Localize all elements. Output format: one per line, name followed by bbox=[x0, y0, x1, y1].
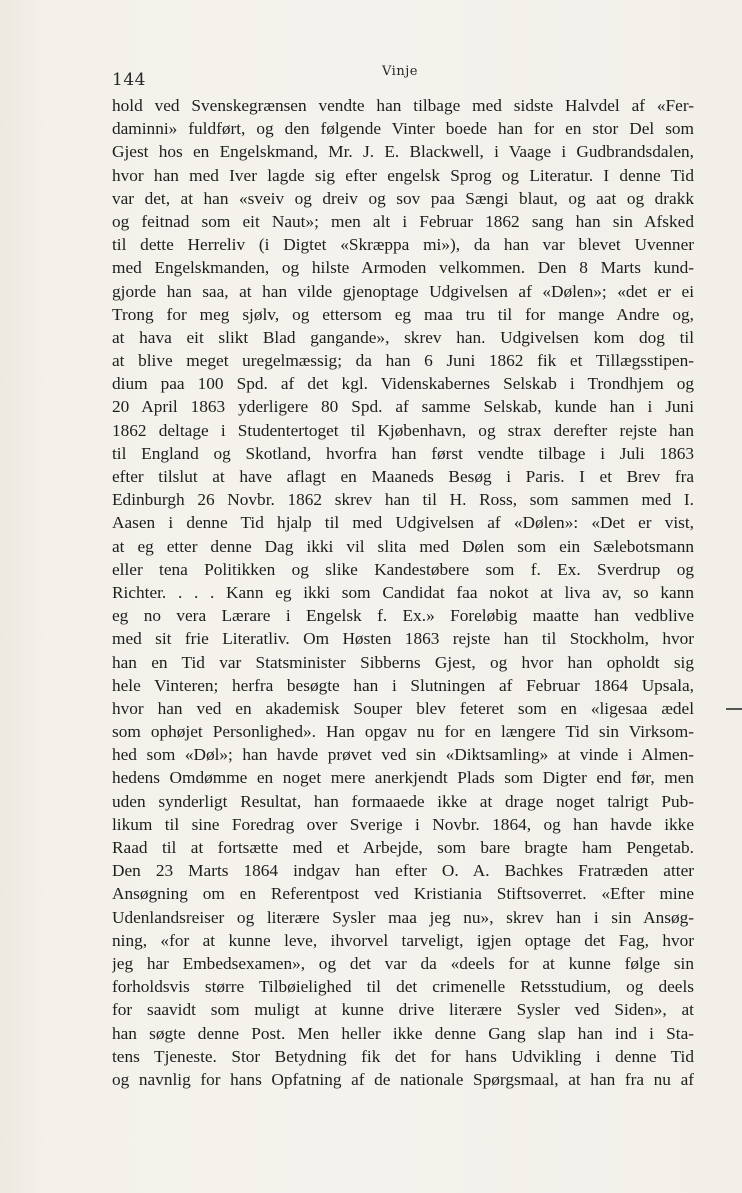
text-line: hold ved Svenskegrænsen vendte han tilbage med sidste Halvdel af «Fer- bbox=[112, 96, 694, 115]
text-line: Trong for meg sjølv, og ettersom eg maa tru til for mange Andre og, bbox=[112, 304, 694, 324]
running-head: Vinje bbox=[382, 64, 418, 79]
text-line: daminni» fuldført, og den følgende Vinter boede han for en stor Del som bbox=[112, 119, 694, 139]
text-line: jeg har Embedsexamen», og det var da «deels for at kunne følge sin bbox=[112, 953, 694, 973]
text-line: gjorde han saa, at han vilde gjenoptage Udgivelsen af «Dølen»; «det er ei bbox=[112, 281, 694, 301]
text-line: og navnlig for hans Opfatning af de nationale Spørgsmaal, at han fra nu af bbox=[112, 1069, 694, 1089]
text-line: at eg etter denne Dag ikki vil slita med Dølen som ein Sælebotsmann bbox=[112, 536, 694, 556]
text-line: 20 April 1863 yderligere 80 Spd. af samme Selskab, kunde han i Juni bbox=[112, 397, 694, 417]
text-line: eg no vera Lærare i Engelsk f. Ex.» Foreløbig maatte han vedblive bbox=[112, 606, 694, 626]
text-line: som ophøjet Personlighed». Han opgav nu for en længere Tid sin Virksom- bbox=[112, 722, 694, 742]
text-line: at blive meget uregelmæssig; da han 6 Juni 1862 fik et Tillægsstipen- bbox=[112, 351, 694, 371]
text-line: han en Tid var Statsminister Sibberns Gjest, og hvor han opholdt sig bbox=[112, 652, 694, 672]
text-line: hedens Omdømme en noget mere anerkjendt Plads som Digter end før, men bbox=[112, 768, 694, 788]
text-line: og feitnad som eit Naut»; men alt i Februar 1862 sang han sin Afsked bbox=[112, 211, 694, 231]
page-header bbox=[112, 64, 694, 90]
text-line: Richter. . . . Kann eg ikki som Candidat faa nokot at liva av, so kann bbox=[112, 582, 694, 602]
text-line: til England og Skotland, hvorfra han først vendte tilbage i Juli 1863 bbox=[112, 443, 694, 463]
text-line: Udenlandsreiser og literære Sysler maa jeg nu», skrev han i sin Ansøg- bbox=[112, 907, 694, 927]
text-line: Gjest hos en Engelskmand, Mr. J. E. Blackwell, i Vaage i Gudbrandsdalen, bbox=[112, 142, 694, 162]
text-line: Den 23 Marts 1864 indgav han efter O. A. Bachkes Fratræden atter bbox=[112, 861, 694, 881]
text-line: uden synderligt Resultat, han formaaede ikke at drage noget talrigt Pub- bbox=[112, 791, 694, 811]
text-line: 1862 deltage i Studentertoget til Kjøbenhavn, og strax derefter rejste han bbox=[112, 420, 694, 440]
page-number: 144 bbox=[112, 70, 146, 90]
text-line: for saavidt som muligt at kunne drive literære Sysler ved Siden», at bbox=[112, 1000, 694, 1020]
text-line: Aasen i denne Tid hjalp til med Udgivelsen af «Dølen»: «Det er vist, bbox=[112, 513, 694, 533]
text-line: likum til sine Foredrag over Sverige i Novbr. 1864, og han havde ikke bbox=[112, 814, 694, 834]
text-line: hvor han med Iver lagde sig efter engelsk Sprog og Literatur. I denne Tid bbox=[112, 165, 694, 185]
text-line: til dette Herreliv (i Digtet «Skræppa mi»), da han var blevet Uvenner bbox=[112, 235, 694, 255]
text-line: ning, «for at kunne leve, ihvorvel tarveligt, igjen optage det Fag, hvor bbox=[112, 930, 694, 950]
text-line: hvor han ved en akademisk Souper blev feteret som en «ligesaa ædel bbox=[112, 698, 694, 718]
text-line: tens Tjeneste. Stor Betydning fik det for hans Udvikling i denne Tid bbox=[112, 1046, 694, 1066]
text-line: at hava eit slikt Blad gangande», skrev han. Udgivelsen kom dog til bbox=[112, 327, 694, 347]
text-line: hed som «Døl»; han havde prøvet ved sin «Diktsamling» at vinde i Almen- bbox=[112, 745, 694, 765]
text-line: var det, at han «sveiv og dreiv og sov paa Sængi blaut, og aat og drakk bbox=[112, 188, 694, 208]
text-line: Raad til at fortsætte med et Arbejde, som bare bragte ham Pengetab. bbox=[112, 838, 694, 857]
body-text bbox=[112, 94, 694, 1091]
text-line: forholdsvis større Tilbøielighed til det crimenelle Retsstudium, og deels bbox=[112, 977, 694, 997]
text-line: med sit frie Literatliv. Om Høsten 1863 rejste han til Stockholm, hvor bbox=[112, 629, 694, 649]
text-line: han søgte denne Post. Men heller ikke denne Gang slap han ind i Sta- bbox=[112, 1023, 694, 1043]
text-line: Ansøgning om en Referentpost ved Kristiania Stiftsoverret. «Efter mine bbox=[112, 884, 694, 904]
margin-mark bbox=[726, 708, 742, 710]
text-line: med Engelskmanden, og hilste Armoden velkommen. Den 8 Marts kund- bbox=[112, 258, 694, 278]
text-line: hele Vinteren; herfra besøgte han i Slutningen af Februar 1864 Upsala, bbox=[112, 675, 694, 695]
text-line: efter tilslut at have aflagt en Maaneds Besøg i Paris. I et Brev fra bbox=[112, 467, 694, 486]
text-line: eller tena Politikken og slike Kandestøbere som f. Ex. Sverdrup og bbox=[112, 559, 694, 579]
text-line: Edinburgh 26 Novbr. 1862 skrev han til H. Ross, som sammen med I. bbox=[112, 490, 694, 510]
text-line: dium paa 100 Spd. af det kgl. Videnskabernes Selskab i Trondhjem og bbox=[112, 374, 694, 394]
